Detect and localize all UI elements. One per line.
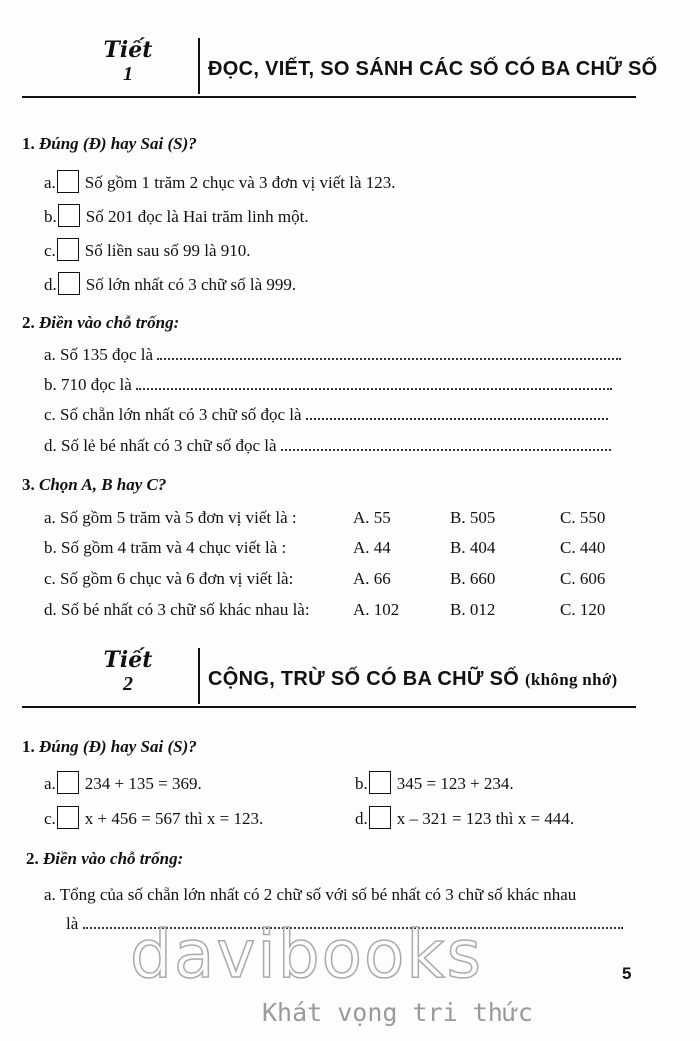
fill-blank-item: a. Số 135 đọc là (44, 345, 621, 365)
choice-b[interactable]: B. 404 (450, 538, 496, 557)
choice-b[interactable]: B. 660 (450, 569, 496, 588)
true-false-item: c. x + 456 = 567 thì x = 123. (44, 806, 263, 829)
choice-b[interactable]: B. 505 (450, 508, 496, 527)
header-divider (198, 38, 200, 94)
section-header-1 (22, 37, 658, 98)
question-2-heading: 2. Điền vào chỗ trống: (26, 849, 184, 868)
choice-question: c. Số gồm 6 chục và 6 đơn vị viết là: (44, 569, 294, 588)
true-false-item: c. Số liền sau số 99 là 910. (44, 238, 251, 261)
choice-c[interactable]: C. 120 (560, 600, 606, 619)
answer-box[interactable] (369, 771, 391, 794)
fill-blank-continuation: là (66, 914, 623, 934)
answer-box[interactable] (57, 170, 79, 193)
choice-a[interactable]: A. 102 (353, 600, 400, 619)
true-false-item: d. x – 321 = 123 thì x = 444. (355, 806, 574, 829)
choice-question: b. Số gồm 4 trăm và 4 chục viết là : (44, 538, 287, 557)
question-2-heading: 2. Điền vào chỗ trống: (22, 313, 180, 332)
section-title: ĐỌC, VIẾT, SO SÁNH CÁC SỐ CÓ BA CHỮ SỐ (208, 58, 658, 80)
answer-box[interactable] (57, 238, 79, 261)
header-divider (198, 648, 200, 704)
lesson-number: 2 (123, 673, 133, 695)
choice-c[interactable]: C. 606 (560, 569, 606, 588)
answer-box[interactable] (58, 272, 80, 295)
lesson-word: Tiết (103, 37, 153, 63)
true-false-item: d. Số lớn nhất có 3 chữ số là 999. (44, 272, 296, 295)
true-false-item: a. 234 + 135 = 369. (44, 771, 202, 794)
true-false-item: a. Số gồm 1 trăm 2 chục và 3 đơn vị viết là 123. (44, 170, 396, 193)
watermark-slogan: Khát vọng tri thức (262, 998, 533, 1027)
answer-box[interactable] (57, 771, 79, 794)
answer-blank[interactable] (306, 406, 608, 420)
choice-a[interactable]: A. 44 (353, 538, 391, 557)
fill-blank-item: a. Tổng của số chẵn lớn nhất có 2 chữ số với số bé nhất có 3 chữ số khác nhau (44, 885, 577, 904)
choice-question: a. Số gồm 5 trăm và 5 đơn vị viết là : (44, 508, 297, 527)
answer-box[interactable] (57, 806, 79, 829)
fill-blank-item: b. 710 đọc là (44, 375, 612, 395)
choice-b[interactable]: B. 012 (450, 600, 496, 619)
section-title: CỘNG, TRỪ SỐ CÓ BA CHỮ SỐ (không nhớ) (208, 668, 618, 690)
answer-box[interactable] (58, 204, 80, 227)
true-false-item: b. 345 = 123 + 234. (355, 771, 514, 794)
question-1-heading: 1. Đúng (Đ) hay Sai (S)? (22, 737, 197, 756)
lesson-number: 1 (123, 63, 133, 85)
fill-blank-item: c. Số chẵn lớn nhất có 3 chữ số đọc là (44, 405, 608, 425)
lesson-label (94, 38, 162, 86)
lesson-word: Tiết (103, 647, 153, 673)
choice-a[interactable]: A. 66 (353, 569, 391, 588)
answer-blank[interactable] (136, 376, 612, 390)
choice-c[interactable]: C. 440 (560, 538, 606, 557)
question-1-heading: 1. Đúng (Đ) hay Sai (S)? (22, 134, 197, 153)
answer-box[interactable] (369, 806, 391, 829)
answer-blank[interactable] (281, 437, 611, 451)
choice-a[interactable]: A. 55 (353, 508, 391, 527)
question-3-heading: 3. Chọn A, B hay C? (22, 475, 167, 494)
true-false-item: b. Số 201 đọc là Hai trăm linh một. (44, 204, 309, 227)
fill-blank-item: d. Số lẻ bé nhất có 3 chữ số đọc là (44, 436, 611, 456)
page-number: 5 (622, 964, 632, 983)
choice-question: d. Số bé nhất có 3 chữ số khác nhau là: (44, 600, 310, 619)
section-header-2 (22, 648, 636, 708)
answer-blank[interactable] (157, 346, 621, 360)
choice-c[interactable]: C. 550 (560, 508, 606, 527)
watermark-logo: davibooks (130, 916, 483, 993)
lesson-label (94, 648, 162, 696)
